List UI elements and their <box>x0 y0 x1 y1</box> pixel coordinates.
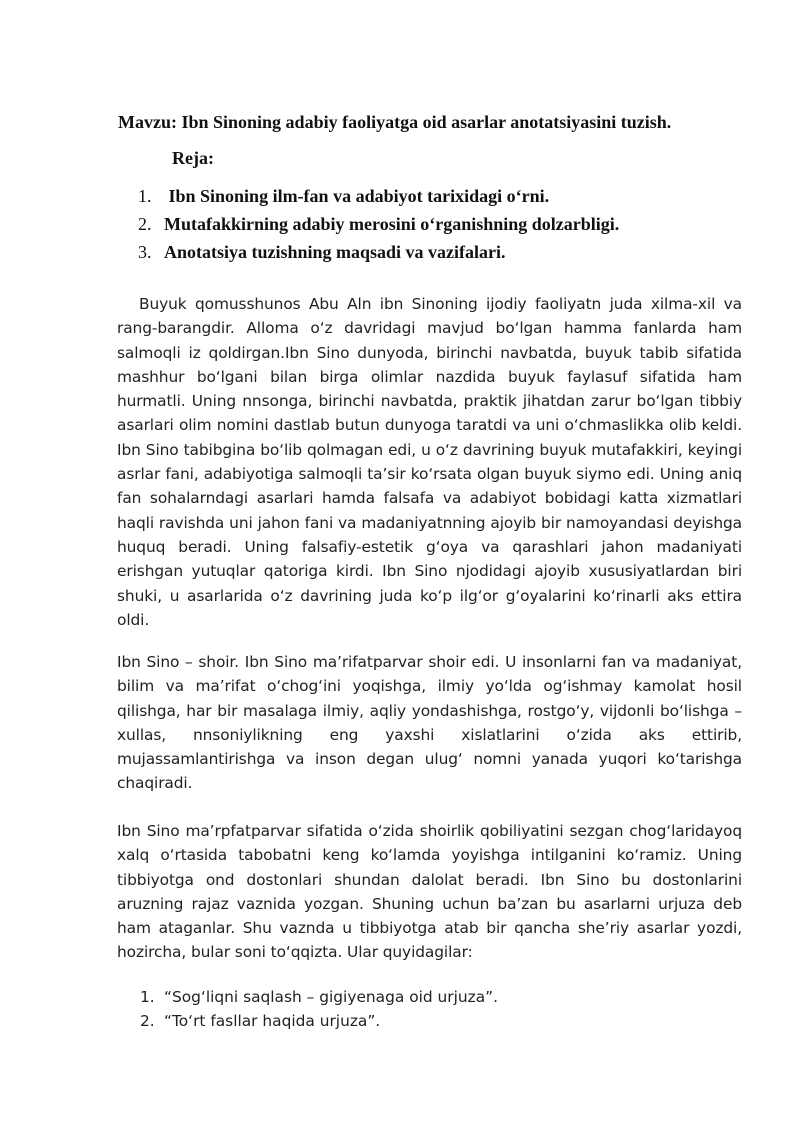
paragraph-urjuza: Ibn Sino ma’rpfatparvar sifatida o‘zida shoirlik qobiliyatini sezgan chog‘laridayoq xalq o‘rtasida tabobatni keng ko‘lamda yoyishga intilganini ko‘ramiz. Uning tibbiyotga ond dostonlari shundan dalolat beradi. Ibn Sino bu dostonlarini aruzning rajaz vaznida yozgan. Shuning uchun ba’zan bu asarlarni urjuza deb ham ataganlar. Shu vaznda u tibbiyotga atab bir qancha she’riy asarlar yozdi, hozircha, bular soni to‘qqizta. Ular quyidagilar: <box>117 822 742 962</box>
plan-item-text: Mutafakkirning adabiy merosini o‘rganishning dolzarbligi. <box>164 214 620 234</box>
plan-list <box>138 182 619 266</box>
document-title: Mavzu: Ibn Sinoning adabiy faoliyatga oid asarlar anotatsiyasini tuzish. <box>118 112 672 132</box>
paragraph-intro: Buyuk qomusshunos Abu Aln ibn Sinoning ijodiy faoliyatn juda xilma-xil va rang-barangdir. Alloma o‘z davridagi mavjud bo‘lgan hamma fanlarda ham salmoqli iz qoldirgan.Ibn Sino dunyoda, birinchi navbatda, buyuk tabib sifatida mashhur bo‘lgani bilan birga olimlar nazdida buyuk faylasuf sifatida ham hurmatli. Uning nnsonga, birinchi navbatda, praktik jihatdan zarur bo‘lgan tibbiy asarlari olim nomini dastlab butun dunyoga taratdi va uni o‘chmaslikka olib keldi. Ibn Sino tabibgina bo‘lib qolmagan edi, u o‘z davrining buyuk mutafakkiri, keyingi asrlar fani, adabiyotiga salmoqli ta’sir ko‘rsata olgan buyuk siymo edi. Uning aniq fan sohalarndagi asarlari hamda falsafa va adabiyot bobidagi katta xizmatlari haqli ravishda uni jahon fani va madaniyatnning ajoyib bir namoyandasi deyishga huquq beradi. Uning falsafiy-estetik g‘oya va qarashlari jahon madaniyati erishgan yutuqlar qatoriga kirdi. Ibn Sino njodidagi ajoyib xususiyatlardan biri shuki, u asarlarida o‘z davrining juda ko‘p ilg‘or g‘oyalarini ko‘rinarli aks ettira oldi. <box>117 295 742 629</box>
list-item-number: 1. <box>140 988 155 1006</box>
plan-heading: Reja: <box>172 148 214 168</box>
list-item-text: “To‘rt fasllar haqida urjuza”. <box>164 1012 381 1030</box>
plan-item-text: Anotatsiya tuzishning maqsadi va vazifalari. <box>164 242 506 262</box>
plan-item-text: Ibn Sinoning ilm-fan va adabiyot tarixidagi o‘rni. <box>164 186 550 206</box>
plan-item-number: 2. <box>138 214 152 234</box>
list-item <box>140 1009 498 1033</box>
plan-item <box>138 182 619 210</box>
paragraph-poet: Ibn Sino – shoir. Ibn Sino ma’rifatparvar shoir edi. U insonlarni fan va madaniyat, bilim va ma’rifat o‘chog‘ini yoqishga, ilmiy yo‘lda og‘ishmay kamolat hosil qilishga, har bir masalaga ilmiy, aqliy yondashishga, rostgo‘y, vijdonli bo‘lishga – xullas, nnsoniylikning eng yaxshi xislatlarini o‘zida aks ettirib, mujassamlantirishga va inson degan ulug‘ nomni yanada yuqori ko‘tarishga chaqiradi. <box>117 653 742 793</box>
list-item <box>140 985 498 1009</box>
list-item-number: 2. <box>140 1012 155 1030</box>
plan-item <box>138 238 619 266</box>
plan-item <box>138 210 619 238</box>
list-item-text: “Sog‘liqni saqlash – gigiyenaga oid urjuza”. <box>164 988 499 1006</box>
urjuza-list <box>140 985 498 1033</box>
plan-item-number: 3. <box>138 242 152 262</box>
plan-item-number: 1. <box>138 186 152 206</box>
